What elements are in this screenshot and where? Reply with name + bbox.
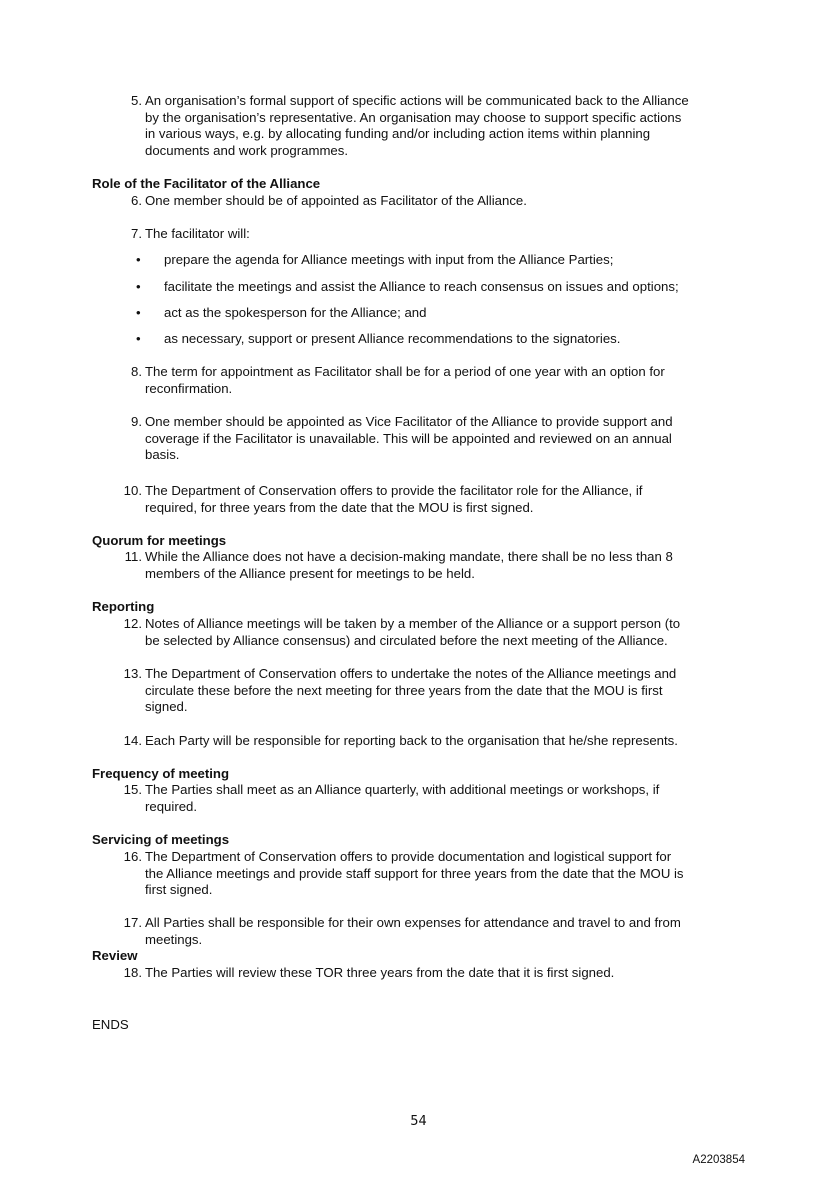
item-text: The Parties shall meet as an Alliance quarterly, with additional meetings or workshops, if required. <box>145 782 660 814</box>
item-text: One member should be appointed as Vice Facilitator of the Alliance to provide support and coverage if the Facilitator is unavailable. This will be appointed and reviewed on an annual basis. <box>145 414 673 463</box>
item-number: 8. <box>131 364 142 379</box>
bullet-icon: • <box>136 252 141 267</box>
ends-marker: ENDS <box>92 1017 129 1032</box>
item-text: The term for appointment as Facilitator shall be for a period of one year with an option for reconfirmation. <box>145 364 665 396</box>
item-text: Notes of Alliance meetings will be taken by a member of the Alliance or a support person (to be selected by Alliance consensus) and circulated before the next meeting of the Alliance. <box>145 616 681 648</box>
item-text: The facilitator will: <box>145 226 250 241</box>
item-number: 12. <box>123 616 142 631</box>
item-number: 15. <box>123 782 142 797</box>
item-number: 17. <box>123 915 142 930</box>
bullet-icon: • <box>136 305 141 320</box>
item-number: 9. <box>131 414 142 429</box>
item-text: All Parties shall be responsible for their own expenses for attendance and travel to and from meetings. <box>145 915 681 947</box>
item-number: 14. <box>123 733 142 748</box>
document-page: 5. An organisation’s formal support of specific actions will be communicated back to the Alliance by the organisation’s representative. An organisation may choose to support specific actions in various ways, e.g. by allocating funding and/or including action items within planning documents and work programmes. Role of the Facilitator of the Alliance 6. One member should be of appointed as Facilitator of the Alliance. 7. The facilitator will: • prepare the agenda for Alliance meetings with input from the Alliance Parties; • facilitate the meetings and assist the Alliance to reach consensus on issues and options; • act as the spokesperson for the Alliance; and • as necessary, support or present Alliance recommendations to the signatories. 8. The term for appointment as Facilitator shall be for a period of one year with an option for reconfirmation. 9. One member should be appointed as Vice Facilitator of the Alliance to provide support and coverage if the Facilitator is unavailable. This will be appointed and reviewed on an annual basis. 10. The Department of Conservation offers to provide the facilitator role for the Alliance, if required, for three years from the date that the MOU is first signed. Quorum for meetings 11. While the Alliance does not have a decision-making mandate, there shall be no less than 8 members of the Alliance present for meetings to be held. Reporting 12. Notes of Alliance meetings will be taken by a member of the Alliance or a support person (to be selected by Alliance consensus) and circulated before the next meeting of the Alliance. 13. The Department of Conservation offers to undertake the notes of the Alliance meetings and circulate these before the next meeting for three years from the date that the MOU is first signed. 14. Each Party will be responsible for reporting back to the organisation that he/she represents. Frequency of meeting 15. The Parties shall meet as an Alliance quarterly, with additional meetings or workshops, if required. Servicing of meetings 16. The Department of Conservation offers to provide documentation and logistical support for the Alliance meetings and provide staff support for three years from the date that the MOU is first signed. 17. All Parties shall be responsible for their own expenses for attendance and travel to and from meetings. Review 18. The Parties will review these TOR three years from the date that it is first signed. ENDS 54 A2203854 <box>0 0 837 1193</box>
item-text: Each Party will be responsible for reporting back to the organisation that he/she represents. <box>145 733 678 748</box>
item-number: 6. <box>131 193 142 208</box>
item-number: 11. <box>124 549 142 564</box>
page-number: 54 <box>410 1114 427 1129</box>
item-number: 5. <box>131 93 142 108</box>
item-number: 10. <box>123 483 142 498</box>
item-text: The Parties will review these TOR three years from the date that it is first signed. <box>145 965 615 980</box>
section-heading: Reporting <box>92 599 155 614</box>
item-text: An organisation’s formal support of specific actions will be communicated back to the Alliance by the organisation’s representative. An organisation may choose to support specific actions in various ways, e.g. by allocating funding and/or including action items within planning documents and work programmes. <box>145 93 689 158</box>
item-text: The Department of Conservation offers to provide the facilitator role for the Alliance, if required, for three years from the date that the MOU is first signed. <box>145 483 643 515</box>
section-heading: Role of the Facilitator of the Alliance <box>92 176 321 191</box>
item-number: 13. <box>123 666 142 681</box>
section-heading: Frequency of meeting <box>92 766 230 781</box>
item-text: While the Alliance does not have a decision-making mandate, there shall be no less than 8 members of the Alliance present for meetings to be held. <box>145 549 673 581</box>
item-number: 7. <box>131 226 142 241</box>
item-number: 16. <box>123 849 142 864</box>
item-text: The Department of Conservation offers to provide documentation and logistical support for the Alliance meetings and provide staff support for three years from the date that the MOU is first signed. <box>145 849 684 898</box>
bullet-icon: • <box>136 279 141 294</box>
section-heading: Servicing of meetings <box>92 832 230 847</box>
document-id: A2203854 <box>692 1154 745 1166</box>
bullet-icon: • <box>136 331 141 346</box>
section-heading: Review <box>92 948 138 963</box>
section-heading: Quorum for meetings <box>92 533 227 548</box>
item-text: One member should be of appointed as Facilitator of the Alliance. <box>145 193 527 208</box>
item-number: 18. <box>123 965 142 980</box>
item-text: The Department of Conservation offers to undertake the notes of the Alliance meetings and circulate these before the next meeting for three years from the date that the MOU is first signed. <box>145 666 677 715</box>
